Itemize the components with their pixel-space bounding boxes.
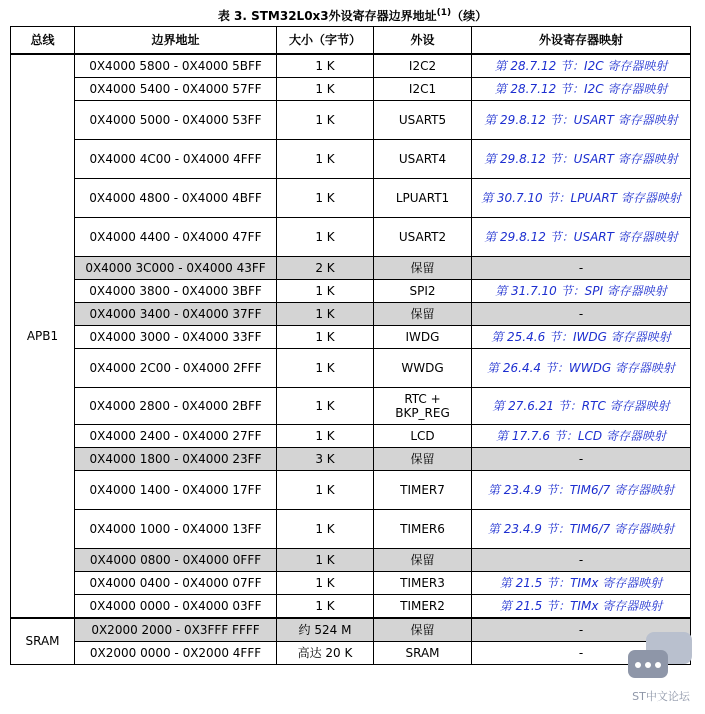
address-cell: 0X4000 4C00 - 0X4000 4FFF [75, 140, 277, 179]
table-row [11, 303, 691, 326]
register-map-cell[interactable]: 第 29.8.12 节：USART 寄存器映射 [472, 140, 691, 179]
header-peripheral: 外设 [374, 27, 472, 55]
peripheral-cell: TIMER6 [374, 510, 472, 549]
register-map-cell[interactable]: 第 23.4.9 节：TIM6/7 寄存器映射 [472, 510, 691, 549]
address-cell: 0X4000 2400 - 0X4000 27FF [75, 425, 277, 448]
caption-title: 表 3. STM32L0x3外设寄存器边界地址 [217, 9, 437, 23]
peripheral-cell: USART2 [374, 218, 472, 257]
table-row [11, 549, 691, 572]
bus-cell: SRAM [11, 618, 75, 665]
table-row [11, 280, 691, 303]
size-cell: 1 K [277, 54, 374, 78]
register-map-cell[interactable]: 第 26.4.4 节：WWDG 寄存器映射 [472, 349, 691, 388]
size-cell: 1 K [277, 280, 374, 303]
header-row [11, 27, 691, 55]
register-map-cell: - [472, 642, 691, 665]
address-cell: 0X4000 3400 - 0X4000 37FF [75, 303, 277, 326]
peripheral-cell: 保留 [374, 448, 472, 471]
register-map-cell[interactable]: 第 17.7.6 节：LCD 寄存器映射 [472, 425, 691, 448]
peripheral-cell: TIMER7 [374, 471, 472, 510]
peripheral-cell: 保留 [374, 618, 472, 642]
size-cell: 1 K [277, 140, 374, 179]
size-cell: 1 K [277, 471, 374, 510]
peripheral-cell: SRAM [374, 642, 472, 665]
peripheral-cell: 保留 [374, 549, 472, 572]
size-cell: 1 K [277, 179, 374, 218]
register-map-cell[interactable]: 第 29.8.12 节：USART 寄存器映射 [472, 218, 691, 257]
address-cell: 0X4000 5400 - 0X4000 57FF [75, 78, 277, 101]
register-map-cell: - [472, 257, 691, 280]
address-cell: 0X4000 2C00 - 0X4000 2FFF [75, 349, 277, 388]
watermark-text: ST中文论坛 [632, 690, 690, 703]
size-cell: 约 524 M [277, 618, 374, 642]
register-map-cell: - [472, 549, 691, 572]
size-cell: 1 K [277, 595, 374, 619]
size-cell: 1 K [277, 510, 374, 549]
chat-dot-icon [655, 662, 661, 668]
register-map-cell: - [472, 448, 691, 471]
register-boundary-table [10, 26, 691, 665]
size-cell: 1 K [277, 303, 374, 326]
table-row [11, 78, 691, 101]
size-cell: 1 K [277, 326, 374, 349]
table-row [11, 218, 691, 257]
size-cell: 1 K [277, 101, 374, 140]
address-cell: 0X4000 5000 - 0X4000 53FF [75, 101, 277, 140]
peripheral-cell: I2C1 [374, 78, 472, 101]
peripheral-cell: WWDG [374, 349, 472, 388]
peripheral-cell: USART5 [374, 101, 472, 140]
register-map-cell[interactable]: 第 23.4.9 节：TIM6/7 寄存器映射 [472, 471, 691, 510]
size-cell: 高达 20 K [277, 642, 374, 665]
table-row [11, 595, 691, 619]
register-map-cell[interactable]: 第 21.5 节：TIMx 寄存器映射 [472, 595, 691, 619]
address-cell: 0X4000 1000 - 0X4000 13FF [75, 510, 277, 549]
table-row [11, 425, 691, 448]
register-map-cell[interactable]: 第 31.7.10 节：SPI 寄存器映射 [472, 280, 691, 303]
table-row [11, 471, 691, 510]
table-row [11, 572, 691, 595]
size-cell: 1 K [277, 388, 374, 425]
register-map-cell: - [472, 303, 691, 326]
table-row [11, 618, 691, 642]
address-cell: 0X4000 1800 - 0X4000 23FF [75, 448, 277, 471]
peripheral-cell: IWDG [374, 326, 472, 349]
chat-dot-icon [635, 662, 641, 668]
caption-footnote-ref[interactable]: (1) [436, 8, 452, 18]
table-row [11, 510, 691, 549]
table-row [11, 179, 691, 218]
chat-dot-icon [645, 662, 651, 668]
table-row [11, 257, 691, 280]
size-cell: 1 K [277, 425, 374, 448]
table-row [11, 642, 691, 665]
peripheral-cell: RTC + BKP_REG [374, 388, 472, 425]
address-cell: 0X2000 2000 - 0X3FFF FFFF [75, 618, 277, 642]
peripheral-cell: LPUART1 [374, 179, 472, 218]
register-map-cell[interactable]: 第 27.6.21 节：RTC 寄存器映射 [472, 388, 691, 425]
table-row [11, 349, 691, 388]
register-map-cell: - [472, 618, 691, 642]
address-cell: 0X4000 0000 - 0X4000 03FF [75, 595, 277, 619]
address-cell: 0X4000 0400 - 0X4000 07FF [75, 572, 277, 595]
size-cell: 1 K [277, 549, 374, 572]
address-cell: 0X4000 3C000 - 0X4000 43FF [75, 257, 277, 280]
register-map-cell[interactable]: 第 29.8.12 节：USART 寄存器映射 [472, 101, 691, 140]
register-map-cell[interactable]: 第 25.4.6 节：IWDG 寄存器映射 [472, 326, 691, 349]
register-map-cell[interactable]: 第 28.7.12 节：I2C 寄存器映射 [472, 54, 691, 78]
table-row [11, 140, 691, 179]
peripheral-cell: 保留 [374, 257, 472, 280]
table-row [11, 326, 691, 349]
header-boundary-address: 边界地址 [75, 27, 277, 55]
size-cell: 3 K [277, 448, 374, 471]
table-caption [0, 4, 705, 25]
header-bus: 总线 [11, 27, 75, 55]
caption-continued: （续） [451, 9, 488, 23]
peripheral-cell: LCD [374, 425, 472, 448]
table-row [11, 448, 691, 471]
register-map-cell[interactable]: 第 21.5 节：TIMx 寄存器映射 [472, 572, 691, 595]
table-row [11, 388, 691, 425]
table-row [11, 101, 691, 140]
size-cell: 1 K [277, 78, 374, 101]
register-map-cell[interactable]: 第 30.7.10 节：LPUART 寄存器映射 [472, 179, 691, 218]
address-cell: 0X2000 0000 - 0X2000 4FFF [75, 642, 277, 665]
register-map-cell[interactable]: 第 28.7.12 节：I2C 寄存器映射 [472, 78, 691, 101]
peripheral-cell: USART4 [374, 140, 472, 179]
address-cell: 0X4000 5800 - 0X4000 5BFF [75, 54, 277, 78]
address-cell: 0X4000 2800 - 0X4000 2BFF [75, 388, 277, 425]
header-size: 大小（字节） [277, 27, 374, 55]
peripheral-cell: TIMER2 [374, 595, 472, 619]
bus-cell: APB1 [11, 54, 75, 618]
address-cell: 0X4000 4400 - 0X4000 47FF [75, 218, 277, 257]
peripheral-cell: SPI2 [374, 280, 472, 303]
size-cell: 1 K [277, 572, 374, 595]
address-cell: 0X4000 3800 - 0X4000 3BFF [75, 280, 277, 303]
address-cell: 0X4000 0800 - 0X4000 0FFF [75, 549, 277, 572]
table-row [11, 54, 691, 78]
address-cell: 0X4000 3000 - 0X4000 33FF [75, 326, 277, 349]
size-cell: 2 K [277, 257, 374, 280]
st-forum-watermark [624, 632, 698, 710]
address-cell: 0X4000 1400 - 0X4000 17FF [75, 471, 277, 510]
peripheral-cell: 保留 [374, 303, 472, 326]
peripheral-cell: TIMER3 [374, 572, 472, 595]
header-register-map: 外设寄存器映射 [472, 27, 691, 55]
size-cell: 1 K [277, 349, 374, 388]
peripheral-cell: I2C2 [374, 54, 472, 78]
address-cell: 0X4000 4800 - 0X4000 4BFF [75, 179, 277, 218]
table-body [11, 54, 691, 665]
size-cell: 1 K [277, 218, 374, 257]
